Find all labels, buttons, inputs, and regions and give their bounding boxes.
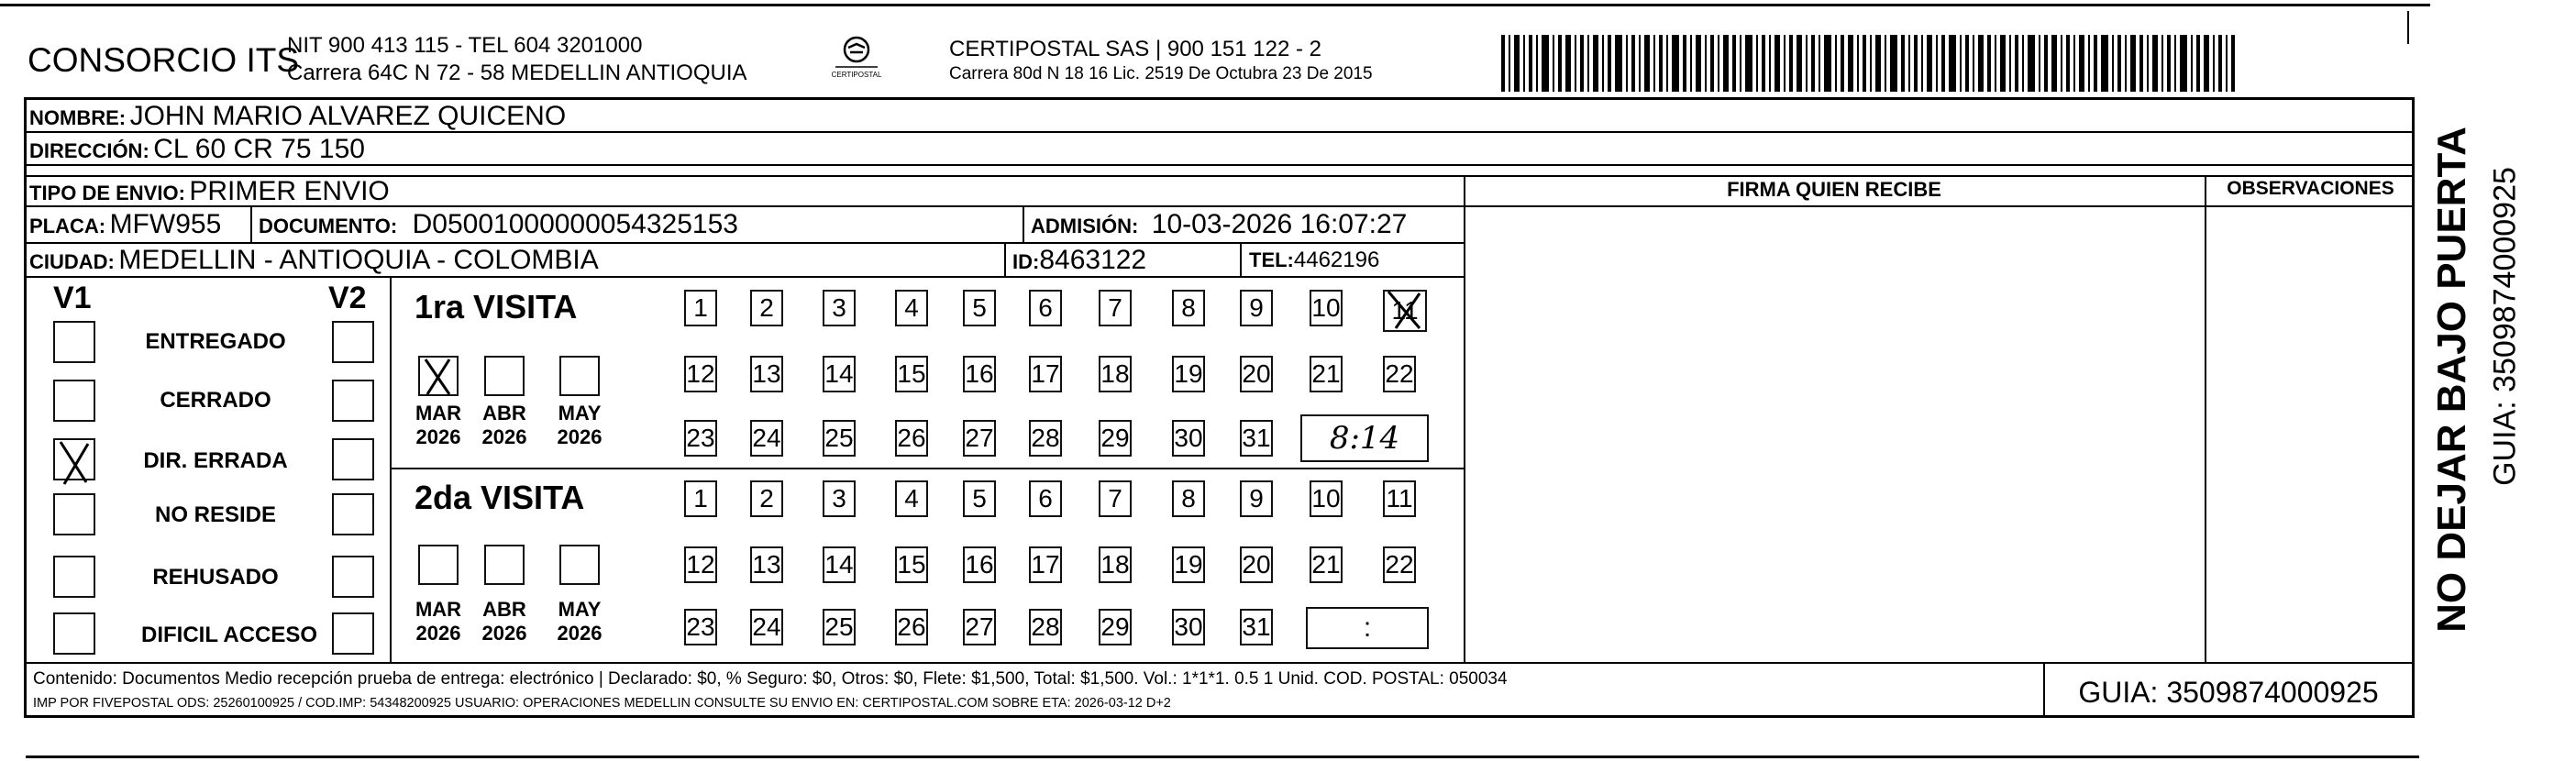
status-cerrado: CERRADO: [160, 388, 271, 413]
month-year: 2026: [415, 622, 461, 645]
v2-checkbox-dificil-acceso[interactable]: [332, 612, 374, 655]
rule: [2205, 175, 2206, 662]
admision-cell: [1031, 209, 1407, 240]
visit2-day-7[interactable]: 7: [1099, 480, 1132, 517]
visit2-day-21[interactable]: 21: [1310, 546, 1343, 583]
v2-checkbox-dir-errada[interactable]: [332, 438, 374, 480]
bottom-rule: [26, 755, 2419, 758]
visit1-day-22[interactable]: 22: [1383, 356, 1416, 392]
visit1-day-31[interactable]: 31: [1240, 420, 1273, 457]
visit2-day-11[interactable]: 11: [1383, 480, 1416, 517]
v1-checkbox-entregado[interactable]: [53, 321, 95, 363]
visit1-day-14[interactable]: 14: [823, 356, 856, 392]
tipo-row: [29, 176, 390, 207]
visit2-day-4[interactable]: 4: [895, 480, 928, 517]
visit2-day-28[interactable]: 28: [1029, 609, 1062, 645]
visit2-day-5[interactable]: 5: [963, 480, 996, 517]
visit2-day-10[interactable]: 10: [1310, 480, 1343, 517]
direccion-value: CL 60 CR 75 150: [153, 134, 365, 164]
month-year: 2026: [481, 622, 527, 645]
rule: [390, 468, 1464, 469]
month-name: ABR: [482, 598, 526, 621]
month-year: 2026: [557, 622, 603, 645]
visit1-day-18[interactable]: 18: [1099, 356, 1132, 392]
visit1-day-17[interactable]: 17: [1029, 356, 1062, 392]
visit1-day-7[interactable]: 7: [1099, 290, 1132, 326]
visit1-month-may: [554, 402, 605, 449]
v2-checkbox-rehusado[interactable]: [332, 556, 374, 598]
barcode: [1501, 35, 2235, 92]
v1-checkbox-dir-errada[interactable]: [53, 438, 95, 480]
visit2-day-14[interactable]: 14: [823, 546, 856, 583]
visit1-day-6[interactable]: 6: [1029, 290, 1062, 326]
month-name: ABR: [482, 402, 526, 425]
visit1-month-may-checkbox[interactable]: [559, 356, 600, 396]
visit2-day-16[interactable]: 16: [963, 546, 996, 583]
visit1-day-23[interactable]: 23: [684, 420, 717, 457]
firma-header: FIRMA QUIEN RECIBE: [1727, 178, 1941, 201]
visit1-day-5[interactable]: 5: [963, 290, 996, 326]
v1-checkbox-cerrado[interactable]: [53, 380, 95, 422]
visit1-day-20[interactable]: 20: [1240, 356, 1273, 392]
month-year: 2026: [557, 425, 603, 448]
visit2-day-17[interactable]: 17: [1029, 546, 1062, 583]
admision-label: ADMISIÓN:: [1031, 215, 1139, 237]
ciudad-value: MEDELLIN - ANTIOQUIA - COLOMBIA: [118, 245, 599, 275]
visit2-day-6[interactable]: 6: [1029, 480, 1062, 517]
v1-checkbox-rehusado[interactable]: [53, 556, 95, 598]
visit1-day-19[interactable]: 19: [1172, 356, 1205, 392]
visit1-day-16[interactable]: 16: [963, 356, 996, 392]
company-address: Carrera 64C N 72 - 58 MEDELLIN ANTIOQUIA: [287, 61, 747, 85]
id-label: ID:: [1012, 250, 1040, 273]
tipo-label: TIPO DE ENVIO:: [29, 182, 185, 204]
visit1-day-29[interactable]: 29: [1099, 420, 1132, 457]
visit2-day-18[interactable]: 18: [1099, 546, 1132, 583]
courier-name: CERTIPOSTAL SAS | 900 151 122 - 2: [949, 37, 1321, 61]
visit1-day-15[interactable]: 15: [895, 356, 928, 392]
rule: [1464, 205, 2415, 207]
visit2-day-29[interactable]: 29: [1099, 609, 1132, 645]
direccion-row: [29, 134, 365, 165]
visit1-day-24[interactable]: 24: [750, 420, 783, 457]
visit1-day-30[interactable]: 30: [1172, 420, 1205, 457]
tel-cell: [1249, 248, 1379, 273]
rule: [24, 276, 1464, 278]
check-x-mark-icon: [1383, 288, 1429, 334]
visit1-day-1[interactable]: 1: [684, 290, 717, 326]
visit2-day-27[interactable]: 27: [963, 609, 996, 645]
documento-value: D05001000000054325153: [412, 209, 738, 239]
footer-contenido: Contenido: Documentos Medio recepción prueba de entrega: electrónico | Declarado: $0, % Seguro: $0, Otros: $0, Flete: $1,500, Total: $1,500. Vol.: 1*1*1. 0.5 1 Unid. COD. POSTAL: 050034: [33, 669, 1508, 689]
v2-label: V2: [328, 281, 367, 315]
ciudad-cell: [29, 245, 599, 276]
nombre-value: JOHN MARIO ALVAREZ QUICENO: [129, 101, 567, 131]
rule: [1464, 175, 1465, 662]
visit1-day-11[interactable]: 11: [1383, 290, 1427, 332]
rule: [24, 662, 2415, 664]
direccion-label: DIRECCIÓN:: [29, 139, 149, 162]
status-entregado: ENTREGADO: [145, 329, 286, 354]
rule: [250, 207, 252, 242]
rule: [1023, 207, 1024, 242]
visit2-time-box[interactable]: :: [1306, 607, 1429, 649]
rule: [1004, 244, 1006, 277]
visit1-month-abr-checkbox[interactable]: [484, 356, 525, 396]
visit2-month-may: [554, 598, 605, 645]
month-name: MAY: [558, 402, 602, 425]
visit1-day-21[interactable]: 21: [1310, 356, 1343, 392]
visit2-day-12[interactable]: 12: [684, 546, 717, 583]
visit2-day-31[interactable]: 31: [1240, 609, 1273, 645]
visit2-day-13[interactable]: 13: [750, 546, 783, 583]
month-name: MAR: [415, 598, 462, 621]
visit1-month-mar: [413, 402, 464, 449]
visit1-day-8[interactable]: 8: [1172, 290, 1205, 326]
logo-caption: CERTIPOSTAL: [831, 71, 882, 79]
visit1-title: 1ra VISITA: [415, 288, 578, 325]
v1-checkbox-dificil-acceso[interactable]: [53, 612, 95, 655]
visit2-month-may-checkbox[interactable]: [559, 545, 600, 585]
visit2-day-30[interactable]: 30: [1172, 609, 1205, 645]
visit2-day-9[interactable]: 9: [1240, 480, 1273, 517]
visit2-day-22[interactable]: 22: [1383, 546, 1416, 583]
status-no-reside: NO RESIDE: [154, 502, 277, 527]
ciudad-label: CIUDAD:: [29, 250, 115, 273]
month-year: 2026: [481, 425, 527, 448]
visit1-day-28[interactable]: 28: [1029, 420, 1062, 457]
visit2-day-24[interactable]: 24: [750, 609, 783, 645]
placa-value: MFW955: [109, 209, 222, 239]
courier-address: Carrera 80d N 18 16 Lic. 2519 De Octubra 23 De 2015: [949, 64, 1373, 83]
status-dir-errada: DIR. ERRADA: [143, 448, 288, 473]
visit2-month-mar: [413, 598, 464, 645]
rule: [1240, 244, 1242, 277]
visit2-day-8[interactable]: 8: [1172, 480, 1205, 517]
visit1-day-3[interactable]: 3: [823, 290, 856, 326]
visit1-month-abr: [479, 402, 530, 449]
v1-checkbox-no-reside[interactable]: [53, 493, 95, 535]
v1-label: V1: [53, 281, 92, 315]
corner-mark: [2407, 11, 2409, 44]
visit2-day-23[interactable]: 23: [684, 609, 717, 645]
check-x-mark-icon: [418, 354, 459, 398]
tipo-value: PRIMER ENVIO: [189, 176, 390, 206]
observaciones-header: OBSERVACIONES: [2227, 178, 2394, 199]
v2-checkbox-cerrado[interactable]: [332, 380, 374, 422]
footer-guia: GUIA: 3509874000925: [2078, 676, 2379, 709]
visit1-day-25[interactable]: 25: [823, 420, 856, 457]
month-year: 2026: [415, 425, 461, 448]
side-warning: NO DEJAR BAJO PUERTA: [2429, 127, 2474, 633]
visit2-day-19[interactable]: 19: [1172, 546, 1205, 583]
rule: [24, 242, 1464, 244]
visit2-day-20[interactable]: 20: [1240, 546, 1273, 583]
visit2-day-1[interactable]: 1: [684, 480, 717, 517]
visit1-day-13[interactable]: 13: [750, 356, 783, 392]
visit1-day-2[interactable]: 2: [750, 290, 783, 326]
check-x-mark-icon: [53, 438, 95, 486]
visit2-day-15[interactable]: 15: [895, 546, 928, 583]
visit1-time-box[interactable]: 8:14: [1300, 414, 1429, 462]
certipostal-logo-icon: [830, 35, 883, 72]
company-name: CONSORCIO ITS: [28, 41, 300, 79]
status-dificil-acceso: DIFICIL ACCESO: [140, 623, 317, 647]
admision-value: 10-03-2026 16:07:27: [1151, 209, 1408, 239]
tel-label: TEL:: [1249, 248, 1294, 271]
placa-label: PLACA:: [29, 215, 106, 237]
top-rule: [0, 4, 2430, 6]
nombre-row: [29, 101, 566, 132]
visit1-day-10[interactable]: 10: [1310, 290, 1343, 326]
visit2-month-abr-checkbox[interactable]: [484, 545, 525, 585]
tel-value: 4462196: [1293, 248, 1380, 272]
documento-label: DOCUMENTO:: [259, 215, 398, 237]
footer-imp-line: IMP POR FIVEPOSTAL ODS: 25260100925 / COD.IMP: 54348200925 USUARIO: OPERACIONES MEDELLIN CONSULTE SU ENVIO EN: CERTIPOSTAL.COM SOBRE ETA: 2026-03-12 D+2: [33, 696, 1171, 711]
id-cell: [1012, 245, 1146, 276]
rule: [24, 164, 2415, 166]
visit2-month-abr: [479, 598, 530, 645]
month-name: MAR: [415, 402, 462, 425]
visit2-month-mar-checkbox[interactable]: [418, 545, 459, 585]
documento-cell: [259, 209, 738, 240]
visit1-day-27[interactable]: 27: [963, 420, 996, 457]
company-nit: NIT 900 413 115 - TEL 604 3201000: [287, 33, 643, 58]
visit1-month-mar-checkbox[interactable]: [418, 356, 459, 396]
placa-cell: [29, 209, 221, 240]
nombre-label: NOMBRE:: [29, 106, 127, 129]
status-rehusado: REHUSADO: [152, 565, 279, 590]
visit2-day-25[interactable]: 25: [823, 609, 856, 645]
visit1-day-12[interactable]: 12: [684, 356, 717, 392]
side-guia: GUIA: 3509874000925: [2487, 167, 2523, 486]
visit1-day-26[interactable]: 26: [895, 420, 928, 457]
id-value: 8463122: [1039, 245, 1147, 275]
certipostal-logo: [830, 35, 883, 79]
month-name: MAY: [558, 598, 602, 621]
visit2-day-3[interactable]: 3: [823, 480, 856, 517]
visit1-day-9[interactable]: 9: [1240, 290, 1273, 326]
v2-checkbox-entregado[interactable]: [332, 321, 374, 363]
visit2-day-26[interactable]: 26: [895, 609, 928, 645]
v2-checkbox-no-reside[interactable]: [332, 493, 374, 535]
visit1-day-4[interactable]: 4: [895, 290, 928, 326]
visit2-title: 2da VISITA: [415, 479, 585, 516]
visit2-day-2[interactable]: 2: [750, 480, 783, 517]
